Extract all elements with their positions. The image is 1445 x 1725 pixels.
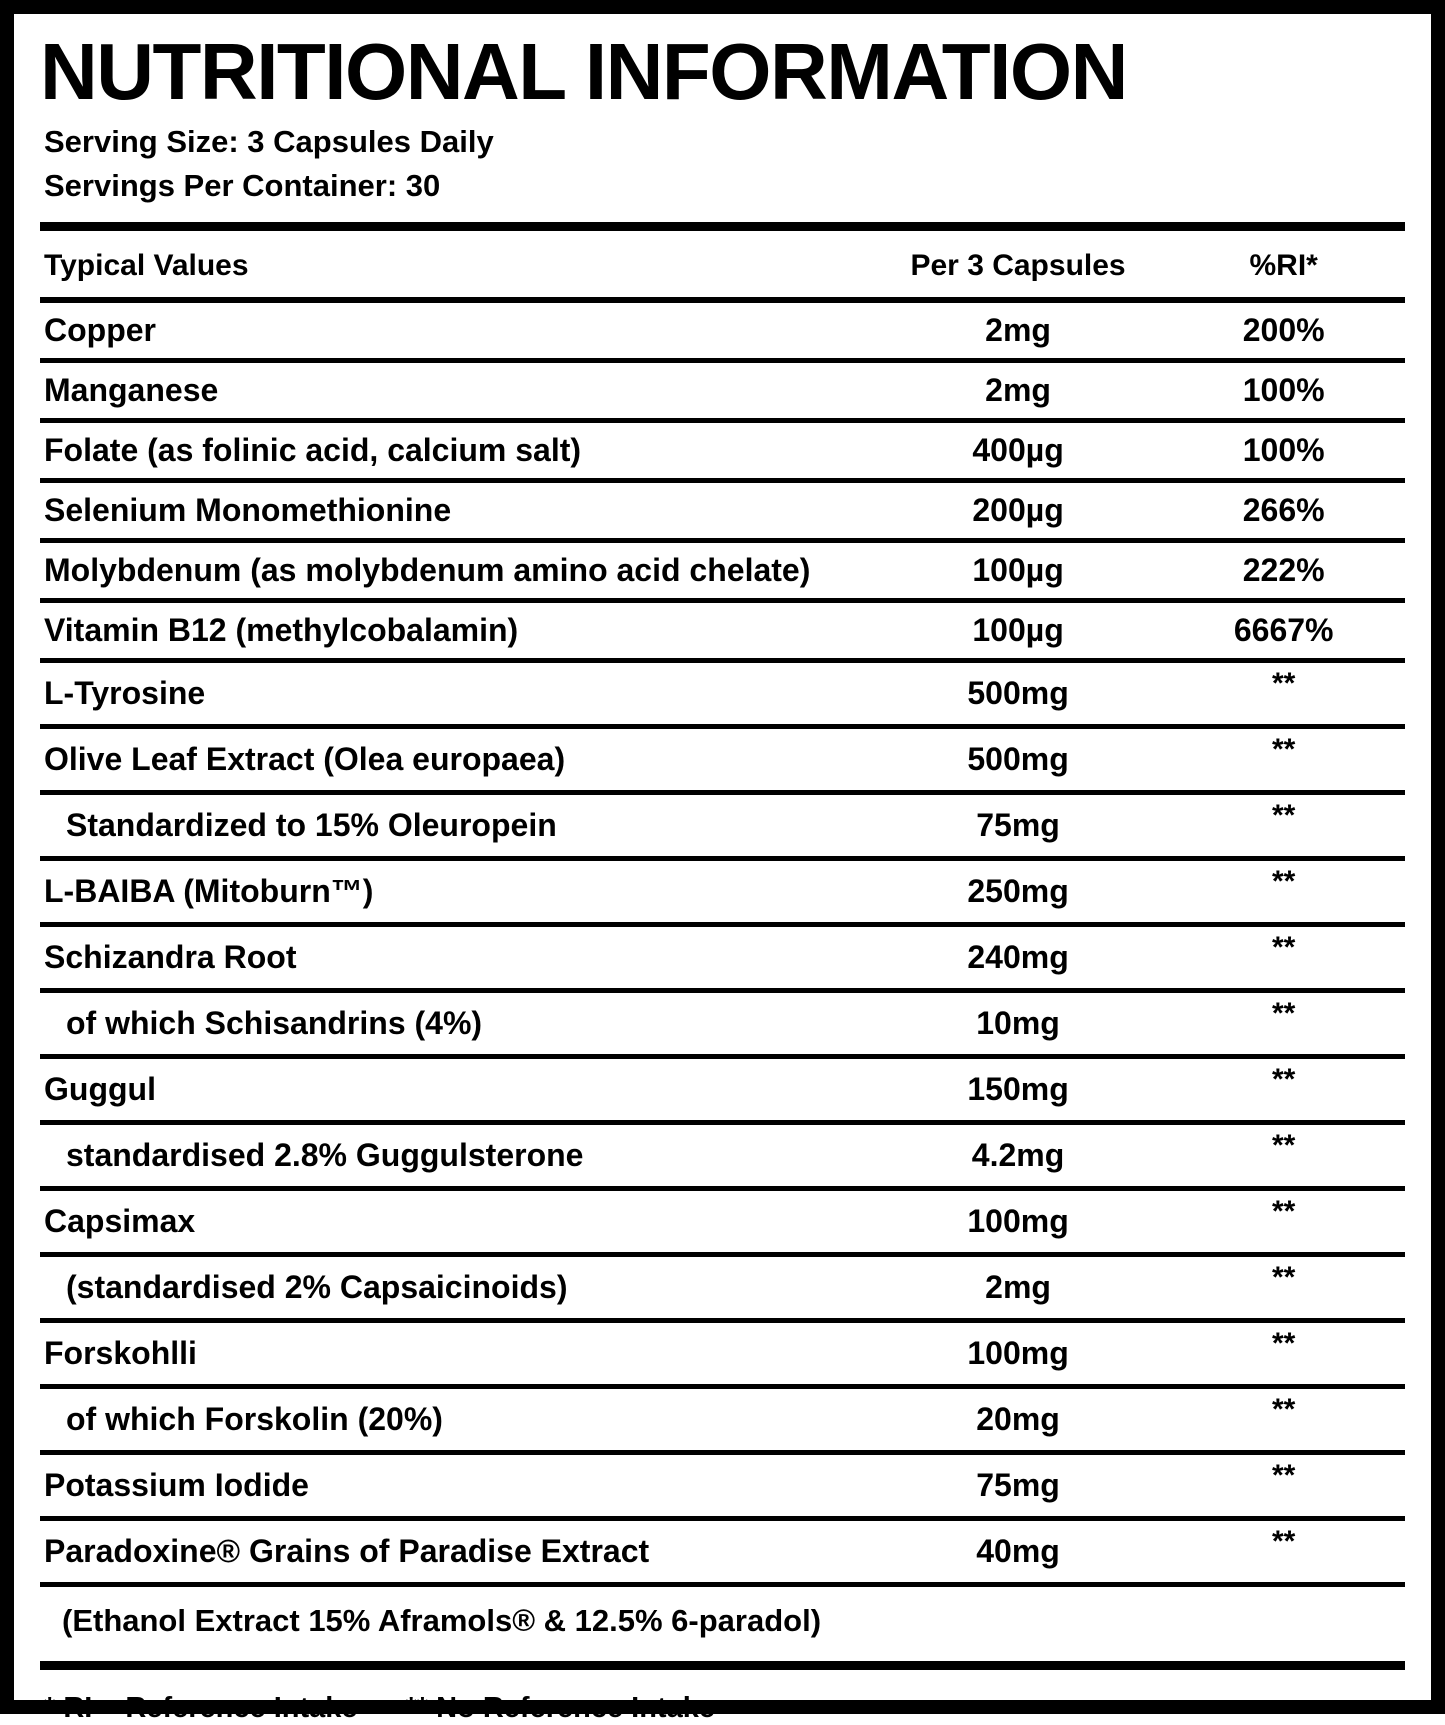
- table-row: [40, 1521, 1405, 1582]
- table-row: [40, 663, 1405, 724]
- table-row: [40, 423, 1405, 478]
- row-amount-per-serving: 200µg: [972, 492, 1064, 529]
- row-nutrient-name: Olive Leaf Extract (Olea europaea): [44, 741, 566, 778]
- row-ri-percent: **: [1271, 733, 1296, 767]
- row-nutrient-name: (standardised 2% Capsaicinoids): [66, 1269, 568, 1306]
- servings-per-container-text: Servings Per Container: 30: [44, 168, 441, 204]
- row-nutrient-name: Schizandra Root: [44, 939, 297, 976]
- row-ri-percent: 6667%: [1233, 612, 1334, 649]
- row-nutrient-name: Molybdenum (as molybdenum amino acid chelate): [44, 552, 811, 589]
- row-ri-percent: 222%: [1242, 552, 1325, 589]
- footer-rule: [40, 1661, 1405, 1670]
- table-row: [40, 603, 1405, 658]
- row-ri-percent: **: [1271, 1327, 1296, 1361]
- row-nutrient-name: Standardized to 15% Oleuropein: [66, 807, 557, 844]
- table-top-rule: [40, 222, 1405, 231]
- table-row: [40, 1455, 1405, 1516]
- table-row: [40, 1257, 1405, 1318]
- row-amount-per-serving: 2mg: [985, 1269, 1051, 1306]
- row-nutrient-name: Capsimax: [44, 1203, 196, 1240]
- row-nutrient-name: Folate (as folinic acid, calcium salt): [44, 432, 582, 469]
- row-ri-percent: **: [1271, 931, 1296, 965]
- row-amount-per-serving: 100µg: [972, 612, 1064, 649]
- serving-info: [44, 120, 1405, 208]
- nutrition-table-body: [40, 303, 1405, 1587]
- row-nutrient-name: Potassium Iodide: [44, 1467, 309, 1504]
- row-nutrient-name: Forskohlli: [44, 1335, 197, 1372]
- table-row: [40, 795, 1405, 856]
- row-ri-percent: **: [1271, 1261, 1296, 1295]
- row-amount-per-serving: 40mg: [976, 1533, 1060, 1570]
- row-ri-percent: **: [1271, 1525, 1296, 1559]
- row-amount-per-serving: 2mg: [985, 312, 1051, 349]
- row-ri-percent: **: [1271, 997, 1296, 1031]
- row-nutrient-name: Selenium Monomethionine: [44, 492, 452, 529]
- nutrition-label-body: [14, 14, 1431, 1725]
- row-nutrient-name: standardised 2.8% Guggulsterone: [66, 1137, 584, 1174]
- row-nutrient-name: L-Tyrosine: [44, 675, 206, 712]
- row-amount-per-serving: 400µg: [972, 432, 1064, 469]
- table-row: [40, 363, 1405, 418]
- row-amount-per-serving: 20mg: [976, 1401, 1060, 1438]
- table-row: [40, 729, 1405, 790]
- table-row: [40, 927, 1405, 988]
- row-ri-percent: 100%: [1242, 372, 1325, 409]
- column-header-typical-values: Typical Values: [44, 249, 249, 283]
- row-ri-percent: 200%: [1242, 312, 1325, 349]
- row-ri-percent: **: [1271, 799, 1296, 833]
- row-ri-percent: 266%: [1242, 492, 1325, 529]
- table-row: [40, 1389, 1405, 1450]
- row-amount-per-serving: 500mg: [967, 741, 1069, 778]
- row-amount-per-serving: 100mg: [967, 1335, 1069, 1372]
- nutrition-table: [40, 231, 1405, 1587]
- table-header-row: [40, 231, 1405, 297]
- column-header-ri: %RI*: [1249, 249, 1318, 283]
- row-amount-per-serving: 240mg: [967, 939, 1069, 976]
- row-amount-per-serving: 2mg: [985, 372, 1051, 409]
- paradoxine-subnote: (Ethanol Extract 15% Aframols® & 12.5% 6-paradol): [62, 1603, 822, 1639]
- row-ri-percent: **: [1271, 865, 1296, 899]
- table-row: [40, 1059, 1405, 1120]
- row-nutrient-name: Manganese: [44, 372, 219, 409]
- row-amount-per-serving: 150mg: [967, 1071, 1069, 1108]
- nutrition-table-head: [40, 231, 1405, 303]
- row-ri-percent: **: [1271, 1063, 1296, 1097]
- row-ri-percent: **: [1271, 1195, 1296, 1229]
- serving-size-text: Serving Size: 3 Capsules Daily: [44, 124, 494, 159]
- row-nutrient-name: Copper: [44, 312, 156, 349]
- row-amount-per-serving: 100mg: [967, 1203, 1069, 1240]
- row-ri-percent: 100%: [1242, 432, 1325, 469]
- table-row: [40, 861, 1405, 922]
- table-row: [40, 1125, 1405, 1186]
- row-amount-per-serving: 250mg: [967, 873, 1069, 910]
- row-amount-per-serving: 10mg: [976, 1005, 1060, 1042]
- row-nutrient-name: Guggul: [44, 1071, 156, 1108]
- table-row: [40, 303, 1405, 358]
- row-amount-per-serving: 75mg: [976, 1467, 1060, 1504]
- row-amount-per-serving: 100µg: [972, 552, 1064, 589]
- row-ri-percent: **: [1271, 1129, 1296, 1163]
- row-nutrient-name: Vitamin B12 (methylcobalamin): [44, 612, 519, 649]
- row-nutrient-name: L-BAIBA (Mitoburn™): [44, 873, 374, 910]
- footnotes: [40, 1670, 1405, 1725]
- row-nutrient-name: of which Forskolin (20%): [66, 1401, 443, 1438]
- table-row: [40, 483, 1405, 538]
- row-amount-per-serving: 75mg: [976, 807, 1060, 844]
- row-ri-percent: **: [1271, 1393, 1296, 1427]
- table-row: [40, 1191, 1405, 1252]
- table-row: [40, 543, 1405, 598]
- row-nutrient-name: of which Schisandrins (4%): [66, 1005, 483, 1042]
- row-amount-per-serving: 4.2mg: [971, 1137, 1065, 1174]
- column-header-per-3-capsules: Per 3 Capsules: [910, 249, 1126, 283]
- page-title: NUTRITIONAL INFORMATION: [40, 27, 1127, 116]
- table-row: [40, 993, 1405, 1054]
- footnote-ri: * RI = Reference Intake: [44, 1692, 358, 1725]
- row-amount-per-serving: 500mg: [967, 675, 1069, 712]
- table-row: [40, 1323, 1405, 1384]
- footnote-no-ri: ** No Reference Intake: [405, 1692, 715, 1725]
- row-ri-percent: **: [1271, 667, 1296, 701]
- row-nutrient-name: Paradoxine® Grains of Paradise Extract: [44, 1533, 650, 1570]
- row-ri-percent: **: [1271, 1459, 1296, 1493]
